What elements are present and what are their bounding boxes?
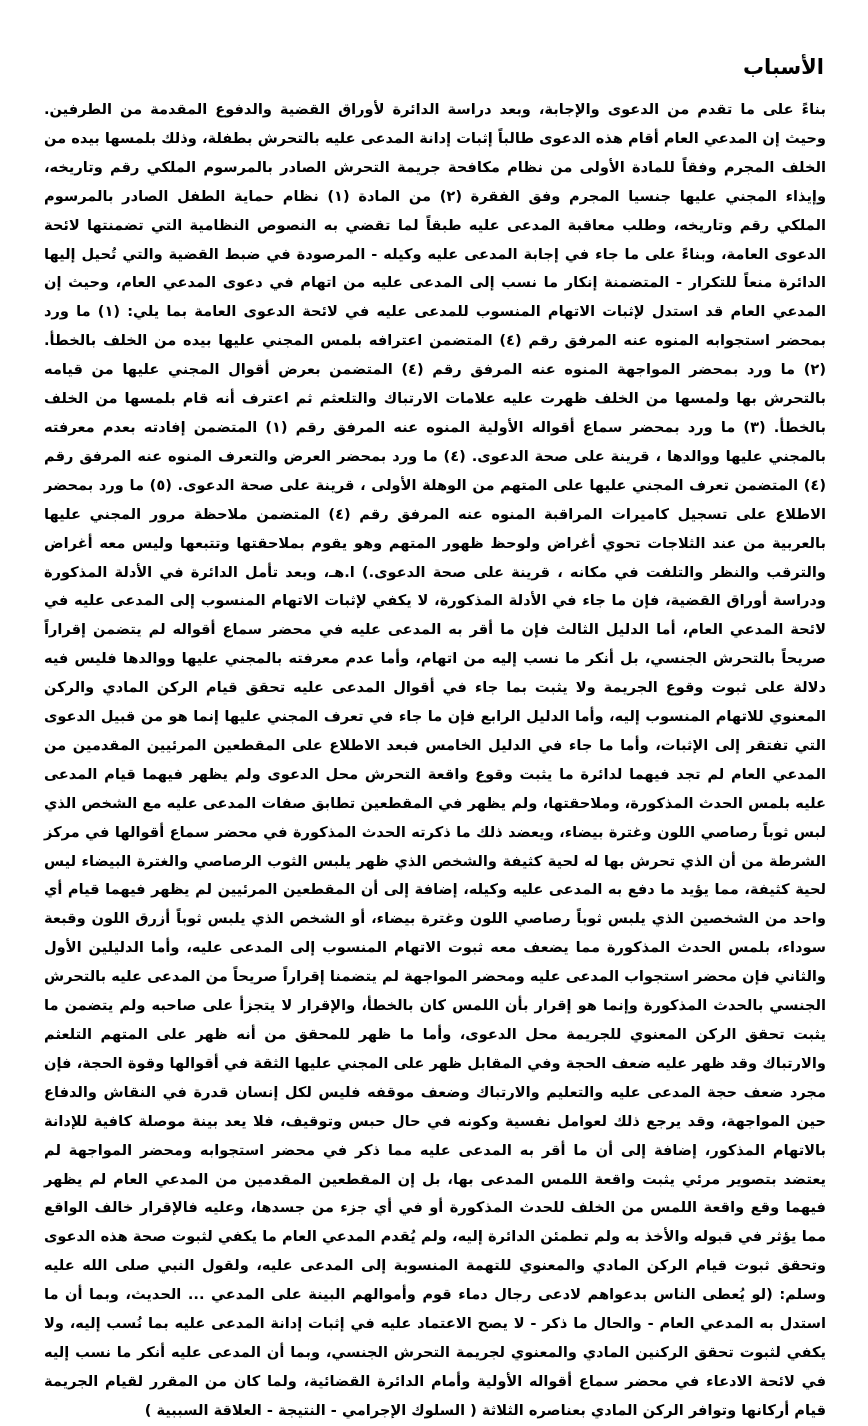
- section-heading: الأسباب: [742, 55, 824, 79]
- reasons-paragraph: بناءً على ما تقدم من الدعوى والإجابة، وبعد دراسة الدائرة لأوراق القضية والدفوع المقدمة من الطرفين. وحيث إن المدعي العام أقام هذه الدعوى طالباً إثبات إدانة المدعى عليه بالتحرش بطفلة، وذلك بلمسها بيده من الخلف المجرم وفقاً للمادة الأولى من نظام مكافحة جريمة التحرش الصادر بالمرسوم الملكي رقم وتاريخه، وإيذاء المجني عليها جنسيا المجرم وفق الفقرة (٢) من المادة (١) نظام حماية الطفل الصادر بالمرسوم الملكي رقم وتاريخه، وطلب معاقبة المدعى عليه طبقاً لما تقضي به النصوص النظامية التي تضمنتها لائحة الدعوى العامة، وبناءً على ما جاء في إجابة المدعى عليه وكيله - المرصودة في ضبط القضية والتي تُحيل إليها الدائرة منعاً للتكرار - المتضمنة إنكار ما نسب إلى المدعى عليه من اتهام في دعوى المدعي العام، وحيث إن المدعي العام قد استدل لإثبات الاتهام المنسوب للمدعى عليه في لائحة الدعوى العامة بما يلي: (١) ما ورد بمحضر استجوابه المنوه عنه المرفق رقم (٤) المتضمن اعترافه بلمس المجني عليها بيده من الخلف بالخطأ. (٢) ما ورد بمحضر المواجهة المنوه عنه المرفق رقم (٤) المتضمن بعرض أقوال المجني عليها من قيامه بالتحرش بها ولمسها من الخلف ظهرت عليه علامات الارتباك والتلعثم ثم اعترف أنه قام بلمسها من الخلف بالخطأ. (٣) ما ورد بمحضر سماع أقواله الأولية المنوه عنه المرفق رقم (١) المتضمن إفادته بعدم معرفته بالمجني عليها ووالدها ، قرينة على صحة الدعوى. (٤) ما ورد بمحضر العرض والتعرف المنوه عنه المرفق رقم (٤) المتضمن تعرف المجني عليها على المتهم من الوهلة الأولى ، قرينة على صحة الدعوى. (٥) ما ورد بمحضر الاطلاع على تسجيل كاميرات المراقبة المنوه عنه المرفق رقم (٤) المتضمن ملاحظة مرور المجني عليها بالعربية من عند الثلاجات تحوي أغراض ولوحظ ظهور المتهم وهو يقوم بملاحقتها وتتبعها وليس معه أغراض والترقب والنظر والتلفت في مكانه ، قرينة على صحة الدعوى.) ا.هـ، وبعد تأمل الدائرة في الأدلة المذكورة ودراسة أوراق القضية، فإن ما جاء في الأدلة المذكورة، لا يكفي لإثبات الاتهام المنسوب إلى المدعى عليه في لائحة المدعي العام، أما الدليل الثالث فإن ما أقر به المدعى عليه في محضر سماع أقواله لم يتضمن إقراراً صريحاً بالتحرش الجنسي، بل أنكر ما نسب إليه من اتهام، وأما عدم معرفته بالمجني عليها ووالدها فليس فيه دلالة على ثبوت وقوع الجريمة ولا يثبت بما جاء في أقوال المدعى عليه تحقق قيام الركن المادي والركن المعنوي للاتهام المنسوب إليه، وأما الدليل الرابع فإن ما جاء في تعرف المجني عليها إنما هو من قبيل الدعوى التي تفتقر إلى الإثبات، وأما ما جاء في الدليل الخامس فبعد الاطلاع على المقطعين المرئيين المقدمين من المدعي العام لم تجد فيهما لدائرة ما يثبت وقوع واقعة التحرش محل الدعوى ولم يظهر فيهما قيام المدعى عليه بلمس الحدث المذكورة، وملاحقتها، ولم يظهر في المقطعين تطابق صفات المدعى عليه مع الشخص الذي لبس ثوباً رصاصي اللون وغترة بيضاء، ويعضد ذلك ما ذكرته الحدث المذكورة في محضر سماع أقوالها في مركز الشرطة من أن الذي تحرش بها له لحية كثيفة والشخص الذي ظهر يلبس الثوب الرصاصي والغترة البيضاء ليس لحية كثيفة، مما يؤيد ما دفع به المدعى عليه وكيله، إضافة إلى أن المقطعين المرئيين لم يظهر فيهما قيام أي واحد من الشخصين الذي يلبس ثوباً رصاصي اللون وغترة بيضاء، أو الشخص الذي يلبس ثوباً أزرق اللون وقبعة سوداء، بلمس الحدث المذكورة مما يضعف معه ثبوت الاتهام المنسوب إلى المدعى عليه، وأما الدليلين الأول والثاني فإن محضر استجواب المدعى عليه ومحضر المواجهة لم يتضمنا إقراراً صريحاً من المدعى عليه بالتحرش الجنسي بالحدث المذكورة وإنما هو إقرار بأن اللمس كان بالخطأ، والإقرار لا يتجزأ على صاحبه ولم يتضمن ما يثبت تحقق الركن المعنوي للجريمة محل الدعوى، وأما ما ظهر للمحقق من أنه ظهر على المتهم التلعثم والارتباك وقد ظهر عليه ضعف الحجة وفي المقابل ظهر على المجني عليها الثقة في أقوالها وقوة الحجة، فإن مجرد ضعف حجة المدعى عليه والتعليم والارتباك وضعف موقفه فليس لكل إنسان قدرة في النقاش والدفاع حين المواجهة، وقد يرجع ذلك لعوامل نفسية وكونه في حال حبس وتوقيف، فلا يعد بينة موصلة كافية للإدانة بالاتهام المذكور، إضافة إلى أن ما أقر به المدعى عليه مما ذكر في محضر استجوابه ومحضر المواجهة لم يعتضد بتصوير مرئي يثبت واقعة اللمس المدعى بها، بل إن المقطعين المقدمين من المدعي العام لم يظهر فيهما وقع واقعة اللمس من الخلف للحدث المذكورة أو في أي جزء من جسدها، وعليه فالإقرار خالف الواقع مما يؤثر في قبوله والأخذ به ولم تطمئن الدائرة إليه، ولم يُقدم المدعي العام ما يكفي لثبوت صحة هذه الدعوى وتحقق ثبوت قيام الركن المادي والمعنوي للتهمة المنسوبة إلى المدعى عليه، ولقول النبي صلى الله عليه وسلم: (لو يُعطى الناس بدعواهم لادعى رجال دماء قوم وأموالهم البينة على المدعي ... الحديث، وبما أن ما استدل به المدعي العام - والحال ما ذكر - لا يصح الاعتماد عليه في إثبات إدانة المدعى عليه بما نُسب إليه، ولا يكفي لثبوت تحقق الركنين المادي والمعنوي لجريمة التحرش الجنسي، وبما أن المدعى عليه أنكر ما نسب إليه في لائحة الادعاء في محضر سماع أقواله الأولية وأمام الدائرة القضائية، ولما كان من المقرر لقيام الجريمة قيام أركانها وتوافر الركن المادي بعناصره الثلاثة ( السلوك الإجرامي - النتيجة - العلاقة السببية ): [44, 101, 827, 1419]
